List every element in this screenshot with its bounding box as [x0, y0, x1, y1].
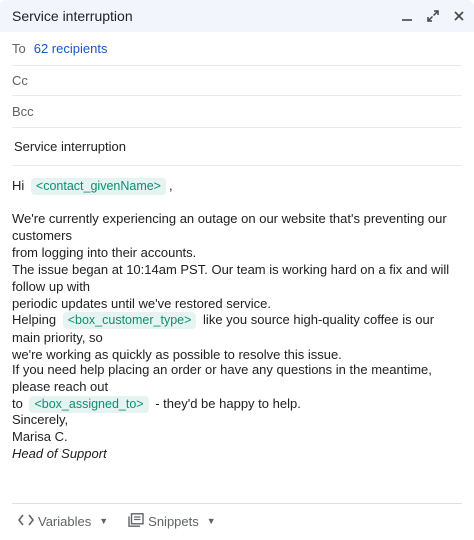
toolbar-divider [12, 503, 462, 504]
paragraph-1-line-2: from logging into their accounts. [12, 245, 197, 260]
to-label: To [12, 41, 26, 56]
to-row[interactable] [12, 32, 462, 66]
paragraph-3-line-1 [12, 311, 462, 346]
compose-toolbar [18, 510, 216, 532]
chevron-down-icon: ▼ [206, 516, 216, 526]
greeting-text: Hi [12, 178, 25, 193]
snippets-icon [128, 513, 144, 530]
window-title: Service interruption [12, 8, 133, 24]
bcc-row[interactable] [12, 96, 462, 128]
paragraph-2 [12, 261, 462, 312]
paragraph-4 [12, 361, 462, 413]
snippets-label: Snippets [148, 513, 199, 529]
variable-chip-given-name[interactable]: <contact_givenName> [31, 178, 166, 195]
expand-icon[interactable] [424, 7, 442, 25]
paragraph-3-line-2: we're working as quickly as possible to resolve this issue. [12, 347, 342, 362]
window-controls [398, 7, 468, 25]
variables-label: Variables [38, 513, 92, 529]
signoff: Sincerely, [12, 412, 69, 427]
subject-field[interactable] [12, 128, 462, 166]
close-icon[interactable] [450, 7, 468, 25]
paragraph-4-prefix: to [12, 396, 23, 411]
minimize-icon[interactable] [398, 7, 416, 25]
cc-row[interactable] [12, 66, 462, 96]
paragraph-1-line-1: We're currently experiencing an outage on our website that's preventing our customers [12, 211, 447, 243]
sender-name: Marisa C. [12, 429, 68, 444]
paragraph-4-suffix: - they'd be happy to help. [155, 396, 301, 411]
paragraph-3-suffix: like you source high-quality coffee is our main priority, so [12, 312, 435, 345]
paragraph-4-line-1: If you need help placing an order or have any questions in the meantime, please reach out [12, 362, 432, 394]
bcc-label: Bcc [12, 104, 34, 119]
recipients-link[interactable]: 62 recipients [33, 41, 108, 56]
variable-chip-customer-type[interactable]: <box_customer_type> [63, 312, 197, 329]
compose-titlebar [0, 0, 474, 32]
code-brackets-icon [18, 514, 34, 529]
signature [12, 411, 462, 462]
cc-label: Cc [12, 73, 28, 88]
paragraph-2-line-2: periodic updates until we've restored service. [12, 296, 272, 311]
paragraph-1 [12, 210, 462, 261]
paragraph-3 [12, 311, 462, 363]
paragraph-2-line-1: The issue began at 10:14am PST. Our team is working hard on a fix and will follow up with [12, 262, 450, 294]
sender-role: Head of Support [12, 446, 107, 461]
chevron-down-icon: ▼ [99, 516, 109, 526]
snippets-button[interactable] [128, 513, 216, 530]
variables-button[interactable] [18, 514, 108, 529]
greeting-line [12, 177, 462, 195]
paragraph-3-prefix: Helping [12, 312, 57, 327]
greeting-comma: , [169, 178, 173, 193]
variable-chip-assigned-to[interactable]: <box_assigned_to> [29, 396, 148, 413]
subject-text: Service interruption [14, 139, 126, 154]
